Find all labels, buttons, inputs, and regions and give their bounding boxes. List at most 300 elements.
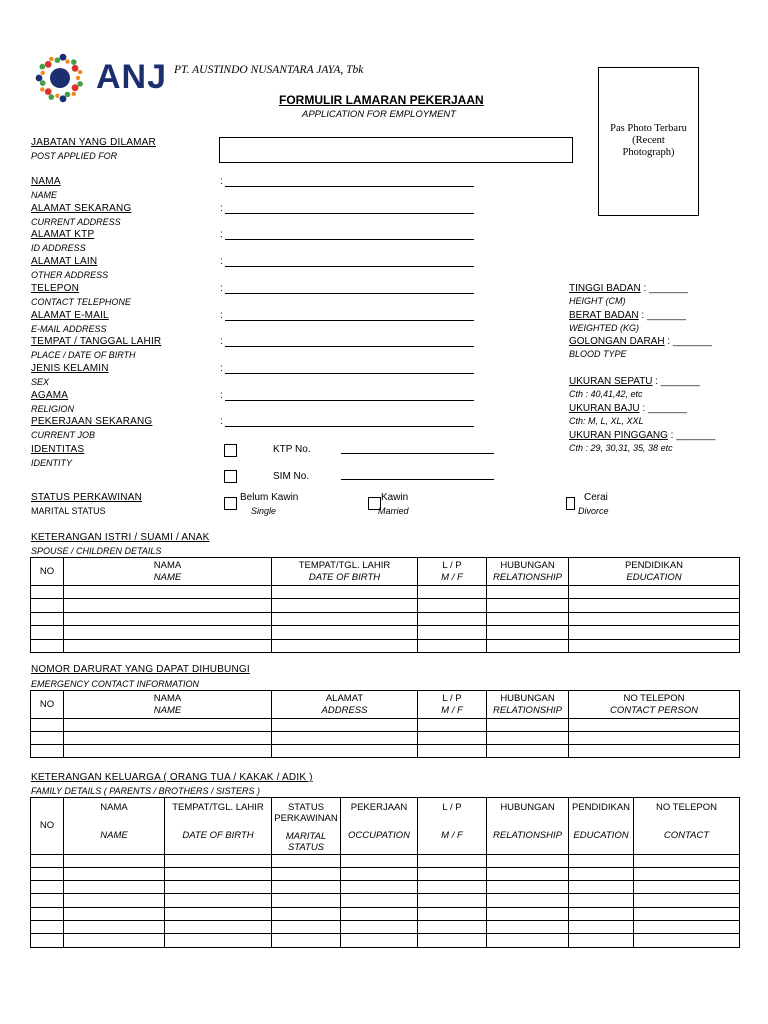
field-sub: PLACE / DATE OF BIRTH [31, 350, 136, 360]
field-input[interactable] [225, 426, 474, 427]
table-cell[interactable] [418, 626, 487, 639]
header-cell [31, 798, 64, 855]
physical-label: UKURAN PINGGANG [569, 430, 668, 441]
table-cell[interactable] [31, 881, 64, 894]
header-cell [418, 798, 487, 855]
table-cell[interactable] [31, 921, 64, 934]
table-cell[interactable] [272, 881, 341, 894]
header-top: HUBUNGAN [500, 693, 555, 705]
field-colon: : [220, 283, 223, 294]
header-bottom: DATE OF BIRTH [308, 571, 381, 583]
field-input[interactable] [225, 400, 474, 401]
table-cell[interactable] [272, 732, 418, 745]
table-cell[interactable] [569, 612, 740, 625]
logo-dot [60, 54, 67, 61]
logo-dot [72, 65, 79, 72]
photo-label-1: Pas Photo Terbaru [610, 123, 687, 134]
field-sub: SEX [31, 377, 50, 387]
table-row [31, 921, 740, 934]
header-bottom: M / F [441, 571, 463, 583]
table-cell[interactable] [64, 626, 272, 639]
field-input[interactable] [225, 186, 474, 187]
header-bottom: M / F [441, 704, 463, 716]
header-cell [165, 798, 272, 855]
table-cell[interactable] [31, 867, 64, 880]
logo-dot [55, 94, 59, 98]
field-sub: ID ADDRESS [31, 243, 86, 253]
field-label: JENIS KELAMIN [31, 363, 109, 374]
header-bottom: ADDRESS [321, 704, 368, 716]
header-top: ALAMAT [325, 693, 364, 705]
table-cell[interactable] [272, 745, 418, 758]
logo-dot [41, 71, 45, 75]
field-colon: : [220, 203, 223, 214]
table-cell[interactable] [272, 921, 341, 934]
header-top: TEMPAT/TGL. LAHIR [172, 802, 264, 813]
table-cell[interactable] [418, 732, 487, 745]
table-cell[interactable] [487, 612, 569, 625]
table-cell[interactable] [569, 907, 634, 920]
table-cell[interactable] [272, 612, 418, 625]
spouse-table [30, 557, 740, 653]
table-cell[interactable] [569, 599, 740, 612]
header-cell [272, 798, 341, 855]
physical-field[interactable] [569, 430, 715, 441]
table-cell[interactable] [487, 719, 569, 732]
table-row [31, 854, 740, 867]
table-cell[interactable] [569, 934, 634, 947]
logo-dot [60, 95, 67, 102]
table-cell[interactable] [418, 745, 487, 758]
table-row [31, 626, 740, 639]
field-input[interactable] [225, 266, 474, 267]
physical-label: TINGGI BADAN [569, 283, 641, 294]
field-colon: : [220, 416, 223, 427]
header-cell [31, 558, 64, 586]
table-header-row [31, 558, 740, 586]
single-checkbox[interactable] [224, 497, 237, 510]
logo-dot [72, 92, 76, 96]
field-input[interactable] [225, 346, 474, 347]
table-cell[interactable] [165, 921, 272, 934]
table-cell[interactable] [634, 921, 740, 934]
field-input[interactable] [225, 213, 474, 214]
table-cell[interactable] [64, 639, 272, 652]
physical-field[interactable] [569, 283, 688, 294]
field-label: ALAMAT KTP [31, 229, 95, 240]
header-cell [487, 691, 569, 719]
table-cell[interactable] [64, 894, 165, 907]
table-cell[interactable] [634, 867, 740, 880]
table-cell[interactable] [272, 934, 341, 947]
table-cell[interactable] [487, 626, 569, 639]
single-sub: Single [251, 506, 277, 516]
table-cell[interactable] [569, 745, 740, 758]
table-cell[interactable] [272, 639, 418, 652]
table-cell[interactable] [272, 854, 341, 867]
field-colon: : [220, 336, 223, 347]
marital-sub: MARITAL STATUS [31, 506, 106, 516]
table-cell[interactable] [64, 867, 165, 880]
table-cell[interactable] [487, 745, 569, 758]
table-row [31, 586, 740, 599]
table-cell[interactable] [272, 894, 341, 907]
field-sub: CURRENT JOB [31, 430, 96, 440]
single-label: Belum Kawin [240, 492, 299, 503]
table-cell[interactable] [64, 854, 165, 867]
table-row [31, 639, 740, 652]
header-bottom: DATE OF BIRTH [182, 830, 254, 841]
table-cell[interactable] [418, 719, 487, 732]
physical-label: UKURAN BAJU [569, 403, 640, 414]
header-top: NO [39, 698, 55, 710]
married-sub: Married [378, 506, 409, 516]
logo-dot [40, 87, 44, 91]
table-cell[interactable] [64, 745, 272, 758]
header-bottom: M / F [441, 830, 463, 841]
table-cell[interactable] [487, 881, 569, 894]
table-cell[interactable] [341, 907, 418, 920]
table-cell[interactable] [64, 921, 165, 934]
header-top: STATUS PERKAWINAN [274, 802, 338, 825]
marital-label: STATUS PERKAWINAN [31, 492, 143, 503]
header-bottom: MARITAL STATUS [285, 830, 327, 854]
emergency-table [30, 690, 740, 758]
header-top: PEKERJAAN [350, 802, 408, 813]
table-cell[interactable] [487, 586, 569, 599]
physical-field[interactable] [569, 336, 712, 347]
header-cell [634, 798, 740, 855]
logo-dot [65, 92, 71, 98]
field-sub: RELIGION [31, 404, 75, 414]
field-label: ALAMAT SEKARANG [31, 203, 132, 214]
physical-field[interactable] [569, 310, 686, 321]
table-cell[interactable] [418, 894, 487, 907]
physical-label: UKURAN SEPATU [569, 376, 653, 387]
sim-number-input[interactable] [341, 479, 494, 480]
table-cell[interactable] [165, 867, 272, 880]
field-input[interactable] [225, 293, 474, 294]
header-cell [487, 798, 569, 855]
photo-label-2: (Recent [632, 135, 665, 146]
table-cell[interactable] [341, 854, 418, 867]
table-cell[interactable] [418, 586, 487, 599]
table-cell[interactable] [31, 639, 64, 652]
header-bottom: EDUCATION [573, 830, 629, 841]
header-cell [569, 691, 740, 719]
table-cell[interactable] [64, 612, 272, 625]
logo-dot [36, 75, 43, 82]
physical-sub: BLOOD TYPE [569, 349, 627, 359]
physical-blank: : _______ [652, 376, 700, 387]
table-cell[interactable] [31, 934, 64, 947]
table-cell[interactable] [487, 867, 569, 880]
table-cell[interactable] [31, 854, 64, 867]
header-cell [64, 691, 272, 719]
table-cell[interactable] [569, 881, 634, 894]
field-colon: : [220, 176, 223, 187]
table-cell[interactable] [634, 854, 740, 867]
table-cell[interactable] [487, 921, 569, 934]
emergency-section-title: NOMOR DARURAT YANG DAPAT DIHUBUNGI [31, 664, 250, 675]
field-sub: CONTACT TELEPHONE [31, 297, 131, 307]
field-colon: : [220, 229, 223, 240]
post-sub: POST APPLIED FOR [31, 151, 118, 161]
table-cell[interactable] [165, 934, 272, 947]
table-cell[interactable] [418, 599, 487, 612]
physical-label: BERAT BADAN [569, 310, 639, 321]
table-cell[interactable] [165, 854, 272, 867]
header-top: L / P [442, 802, 462, 813]
table-cell[interactable] [165, 907, 272, 920]
table-cell[interactable] [272, 867, 341, 880]
physical-field[interactable] [569, 403, 687, 414]
table-cell[interactable] [31, 907, 64, 920]
table-cell[interactable] [64, 586, 272, 599]
logo-dot [49, 94, 55, 100]
physical-field[interactable] [569, 376, 700, 387]
field-colon: : [220, 390, 223, 401]
header-top: NAMA [153, 693, 182, 705]
table-row [31, 907, 740, 920]
physical-sub: WEIGHTED (KG) [569, 323, 639, 333]
field-label: ALAMAT E-MAIL [31, 310, 109, 321]
table-cell[interactable] [569, 854, 634, 867]
table-cell[interactable] [31, 894, 64, 907]
table-cell[interactable] [487, 639, 569, 652]
header-cell [272, 558, 418, 586]
physical-sub: HEIGHT (CM) [569, 296, 626, 306]
family-table [30, 797, 740, 948]
field-label: TELEPON [31, 283, 80, 294]
table-cell[interactable] [272, 626, 418, 639]
table-cell[interactable] [569, 719, 740, 732]
header-cell [418, 691, 487, 719]
logo-dot [55, 57, 61, 63]
table-row [31, 934, 740, 947]
table-cell[interactable] [418, 881, 487, 894]
form-title: FORMULIR LAMARAN PEKERJAAN [279, 93, 484, 107]
table-cell[interactable] [64, 934, 165, 947]
table-cell[interactable] [418, 612, 487, 625]
field-input[interactable] [225, 320, 474, 321]
header-top: HUBUNGAN [500, 802, 555, 813]
table-cell[interactable] [31, 719, 64, 732]
table-cell[interactable] [569, 639, 740, 652]
family-section-title: KETERANGAN KELUARGA ( ORANG TUA / KAKAK / ADIK ) [31, 772, 313, 783]
table-cell[interactable] [341, 934, 418, 947]
table-row [31, 881, 740, 894]
table-cell[interactable] [487, 907, 569, 920]
header-bottom: CONTACT PERSON [610, 704, 698, 716]
table-row [31, 599, 740, 612]
header-bottom: RELATIONSHIP [493, 571, 562, 583]
company-logo [32, 52, 174, 108]
table-header-row [31, 798, 740, 855]
field-sub: E-MAIL ADDRESS [31, 324, 107, 334]
table-cell[interactable] [569, 732, 740, 745]
spouse-section-sub: SPOUSE / CHILDREN DETAILS [31, 546, 162, 556]
table-cell[interactable] [418, 867, 487, 880]
header-cell [31, 691, 64, 719]
table-cell[interactable] [31, 586, 64, 599]
header-bottom: NAME [153, 704, 182, 716]
header-top: HUBUNGAN [500, 560, 555, 572]
table-cell[interactable] [272, 599, 418, 612]
table-cell[interactable] [31, 599, 64, 612]
physical-sub: Cth : 40,41,42, etc [569, 389, 643, 399]
header-cell [569, 558, 740, 586]
ktp-label: KTP No. [273, 444, 311, 455]
table-cell[interactable] [64, 599, 272, 612]
table-cell[interactable] [64, 732, 272, 745]
header-bottom: NAME [153, 571, 182, 583]
table-cell[interactable] [272, 907, 341, 920]
table-row [31, 732, 740, 745]
ktp-number-input[interactable] [341, 453, 494, 454]
header-top: NAMA [100, 802, 128, 813]
sim-checkbox[interactable] [224, 470, 237, 483]
logo-dot [65, 59, 69, 63]
divorce-label: Cerai [584, 492, 608, 503]
identity-sub: IDENTITY [31, 458, 73, 468]
header-bottom: OCCUPATION [348, 830, 410, 841]
table-cell[interactable] [569, 921, 634, 934]
physical-blank: : _______ [667, 430, 716, 441]
logo-dot [45, 61, 52, 68]
table-cell[interactable] [418, 854, 487, 867]
field-label: TEMPAT / TANGGAL LAHIR [31, 336, 162, 347]
photo-label-3: Photograph) [622, 147, 675, 158]
form-subtitle: APPLICATION FOR EMPLOYMENT [302, 109, 456, 120]
physical-blank: : _______ [638, 310, 686, 321]
ktp-checkbox[interactable] [224, 444, 237, 457]
table-cell[interactable] [418, 639, 487, 652]
table-cell[interactable] [341, 921, 418, 934]
divorce-checkbox[interactable] [566, 497, 575, 510]
table-cell[interactable] [487, 599, 569, 612]
married-label: Kawin [381, 492, 409, 503]
table-cell[interactable] [64, 881, 165, 894]
physical-blank: : _______ [639, 403, 687, 414]
table-row [31, 867, 740, 880]
post-label: JABATAN YANG DILAMAR [31, 137, 156, 148]
logo-dot [72, 84, 79, 91]
physical-blank: : _______ [664, 336, 712, 347]
table-row [31, 719, 740, 732]
family-section-sub: FAMILY DETAILS ( PARENTS / BROTHERS / SISTERS ) [31, 786, 261, 796]
header-top: L / P [442, 693, 462, 705]
spouse-section-title: KETERANGAN ISTRI / SUAMI / ANAK [31, 532, 210, 543]
physical-sub: Cth : 29, 30,31, 35, 38 etc [569, 443, 673, 453]
header-cell [64, 798, 165, 855]
table-row [31, 612, 740, 625]
table-header-row [31, 691, 740, 719]
header-top: NAMA [153, 560, 182, 572]
field-colon: : [220, 310, 223, 321]
post-applied-input[interactable] [219, 137, 573, 163]
header-top: PENDIDIKAN [571, 802, 631, 813]
header-cell [418, 558, 487, 586]
field-colon: : [220, 363, 223, 374]
field-colon: : [220, 256, 223, 267]
field-label: PEKERJAAN SEKARANG [31, 416, 153, 427]
table-cell[interactable] [634, 907, 740, 920]
logo-dot [77, 81, 83, 87]
table-cell[interactable] [487, 934, 569, 947]
logo-dot [40, 64, 46, 70]
table-cell[interactable] [569, 894, 634, 907]
header-bottom: RELATIONSHIP [493, 704, 562, 716]
table-cell[interactable] [272, 719, 418, 732]
sim-label: SIM No. [273, 471, 310, 482]
logo-dot [71, 59, 77, 65]
table-cell[interactable] [165, 881, 272, 894]
table-cell[interactable] [341, 894, 418, 907]
table-cell[interactable] [487, 894, 569, 907]
company-name: PT. AUSTINDO NUSANTARA JAYA, Tbk [174, 64, 364, 76]
table-cell[interactable] [31, 612, 64, 625]
field-input[interactable] [225, 239, 474, 240]
table-cell[interactable] [569, 867, 634, 880]
header-top: NO TELEPON [655, 802, 718, 813]
header-bottom: RELATIONSHIP [493, 830, 562, 841]
table-cell[interactable] [569, 586, 740, 599]
table-cell[interactable] [341, 881, 418, 894]
header-cell [64, 558, 272, 586]
header-top: NO [39, 565, 55, 577]
table-cell[interactable] [31, 732, 64, 745]
table-cell[interactable] [31, 626, 64, 639]
header-cell [272, 691, 418, 719]
table-cell[interactable] [634, 894, 740, 907]
logo-wordmark: ANJ [96, 58, 168, 96]
table-cell[interactable] [487, 732, 569, 745]
divorce-sub: Divorce [578, 506, 609, 516]
field-label: ALAMAT LAIN [31, 256, 98, 267]
logo-dot [76, 76, 80, 80]
header-cell [341, 798, 418, 855]
header-top: NO TELEPON [623, 693, 685, 705]
table-cell[interactable] [272, 586, 418, 599]
table-cell[interactable] [418, 934, 487, 947]
header-top: L / P [442, 560, 462, 572]
physical-sub: Cth: M, L, XL, XXL [569, 416, 644, 426]
physical-blank: : _______ [640, 283, 688, 294]
table-cell[interactable] [31, 745, 64, 758]
table-cell[interactable] [487, 854, 569, 867]
physical-label: GOLONGAN DARAH [569, 336, 665, 347]
table-cell[interactable] [64, 907, 165, 920]
table-cell[interactable] [569, 626, 740, 639]
header-bottom: EDUCATION [626, 571, 682, 583]
table-cell[interactable] [418, 907, 487, 920]
header-bottom: CONTACT [663, 830, 710, 841]
table-cell[interactable] [634, 881, 740, 894]
logo-dot [78, 70, 82, 74]
header-top: NO [39, 820, 55, 832]
header-top: TEMPAT/TGL. LAHIR [298, 560, 391, 572]
table-cell[interactable] [64, 719, 272, 732]
table-cell[interactable] [418, 921, 487, 934]
table-cell[interactable] [634, 934, 740, 947]
table-cell[interactable] [341, 867, 418, 880]
emergency-section-sub: EMERGENCY CONTACT INFORMATION [31, 679, 200, 689]
photo-box[interactable] [598, 67, 699, 216]
table-row [31, 894, 740, 907]
table-cell[interactable] [165, 894, 272, 907]
field-input[interactable] [225, 373, 474, 374]
